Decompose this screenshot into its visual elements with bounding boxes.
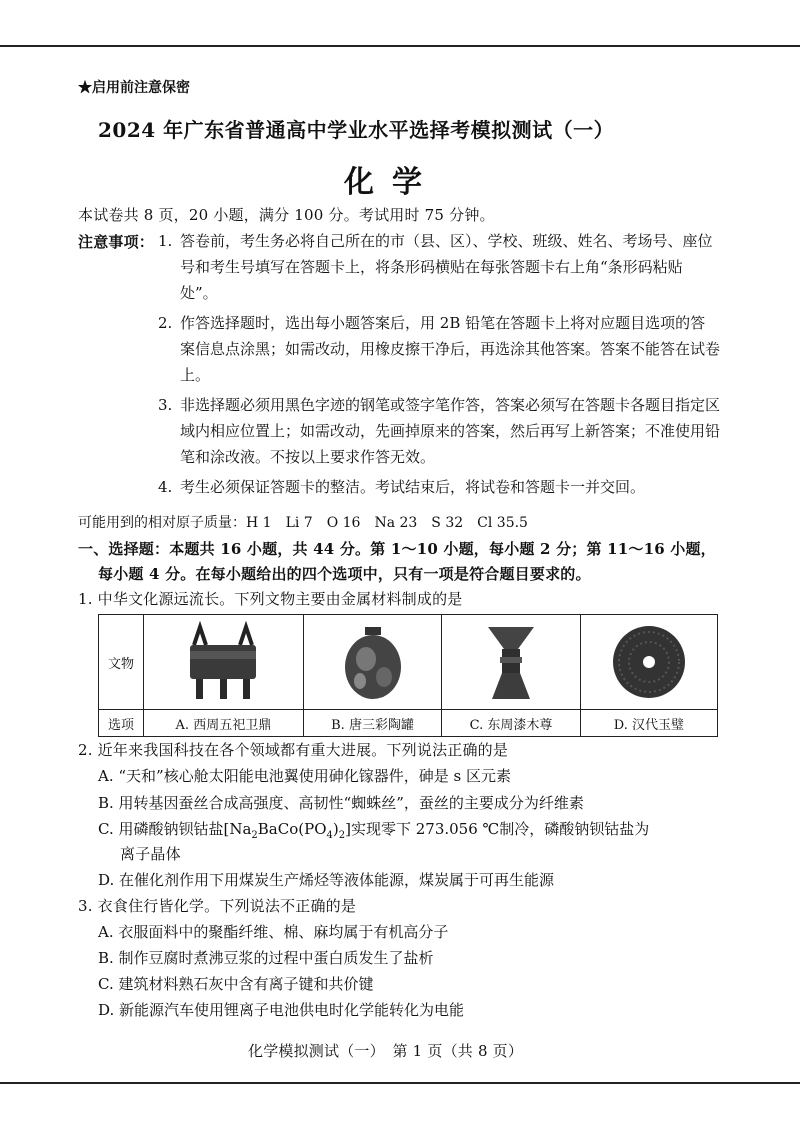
q2-c-sub2: 4 [326,830,333,841]
q2-option-c: C. 用磷酸钠钡钴盐$[Na_2BaCo(PO_4)_2]$实现零下 273.056 ℃制冷，磷酸钠钡钴盐为 [98,820,650,841]
subject-title: 化学 [344,165,440,200]
q3-option-d: D. 新能源汽车使用锂离子电池供电时化学能转化为电能 [98,1001,465,1019]
secret-mark: ★启用前注意保密 [78,80,190,96]
option-label-d: D. 汉代玉璧 [580,710,717,737]
atomic-masses: 可能用到的相对原子质量：H 1 Li 7 O 16 Na 23 S 32 Cl 35.5 [78,515,528,531]
relics-image-row [99,615,718,710]
note-text: 作答选择题时，选出每小题答案后，用 2B 铅笔在答题卡上将对应题目选项的答案信息点涂黑；如需改动，用橡皮擦干净后，再选涂其他答案。答案不能答在试卷上。 [180,314,721,384]
relics-option-row [99,710,718,737]
exam-intro: 本试卷共 8 页，20 小题，满分 100 分。考试用时 75 分钟。 [78,206,495,224]
top-rule [0,45,800,47]
note-item [158,392,721,470]
exam-title: 2024 年广东省普通高中学业水平选择考模拟测试（一） [98,118,615,142]
q2-option-c-mid: BaCo(PO [257,820,327,838]
section1-line1: 一、选择题：本题共 16 小题，共 44 分。第 1～10 小题，每小题 2 分；第 11～16 小题， [78,540,716,558]
relic-cell-a [144,615,304,710]
option-label-c: C. 东周漆木尊 [442,710,580,737]
note-number: 2. [158,314,173,332]
lacquer-zun-icon [470,621,552,703]
note-number: 4. [158,478,173,496]
option-label-a: A. 西周五祀卫鼎 [144,710,304,737]
row-label-option: 选项 [99,710,144,737]
note-text: 答卷前，考生务必将自己所在的市（县、区）、学校、班级、姓名、考场号、座位号和考生号填写在答题卡上，将条形码横贴在每张答题卡右上角“条形码粘贴处”。 [180,232,713,302]
note-text: 非选择题必须用黑色字迹的钢笔或签字笔作答，答案必须写在答题卡各题目指定区域内相应位置上；如需改动，先画掉原来的答案，然后再写上新答案；不准使用铅笔和涂改液。不按以上要求作答无效。 [180,396,721,466]
note-item [158,474,720,500]
notes-list [158,228,721,504]
note-text: 考生必须保证答题卡的整洁。考试结束后，将试卷和答题卡一并交回。 [180,478,646,496]
q2-c-sub1: 2 [251,830,258,841]
q2-option-c-pre: C. 用磷酸钠钡钴盐[Na [98,820,252,838]
q1-stem: 1. 中华文化源远流长。下列文物主要由金属材料制成的是 [78,590,463,608]
bottom-rule [0,1082,800,1084]
relic-cell-d [580,615,717,710]
notes-label: 注意事项： [78,233,155,251]
sancai-jar-icon [332,621,414,703]
q2-option-a: A. “天和”核心舱太阳能电池翼使用砷化镓器件，砷是 s 区元素 [98,767,511,785]
note-number: 1. [158,232,173,250]
q3-option-b: B. 制作豆腐时煮沸豆浆的过程中蛋白质发生了盐析 [98,949,434,967]
note-number: 3. [158,396,173,414]
relics-table [98,614,718,737]
q2-option-d: D. 在催化剂作用下用煤炭生产烯烃等液体能源，煤炭属于可再生能源 [98,871,555,889]
q2-c-sub3: 2 [338,830,346,841]
q2-stem: 2. 近年来我国科技在各个领域都有重大进展。下列说法正确的是 [78,741,509,759]
q2-option-c-post: ]实现零下 273.056 ℃制冷，磷酸钠钡钴盐为 [345,820,650,838]
q2-option-c-cont: 离子晶体 [120,845,181,863]
q2-option-b: B. 用转基因蚕丝合成高强度、高韧性“蜘蛛丝”，蚕丝的主要成分为纤维素 [98,794,584,812]
bronze-ding-icon [182,621,264,703]
note-item [158,228,720,306]
row-label-item: 文物 [99,615,144,710]
section1-line2: 每小题 4 分。在每小题给出的四个选项中，只有一项是符合题目要求的。 [98,565,591,583]
page-footer: 化学模拟测试（一） 第 1 页（共 8 页） [248,1042,524,1060]
option-label-b: B. 唐三彩陶罐 [303,710,442,737]
q3-stem: 3. 衣食住行皆化学。下列说法不正确的是 [78,897,357,915]
note-item [158,310,721,388]
jade-bi-icon [608,621,690,703]
q3-option-a: A. 衣服面料中的聚酯纤维、棉、麻均属于有机高分子 [98,923,449,941]
relic-cell-c [442,615,580,710]
relic-cell-b [303,615,442,710]
q3-option-c: C. 建筑材料熟石灰中含有离子键和共价键 [98,975,374,993]
